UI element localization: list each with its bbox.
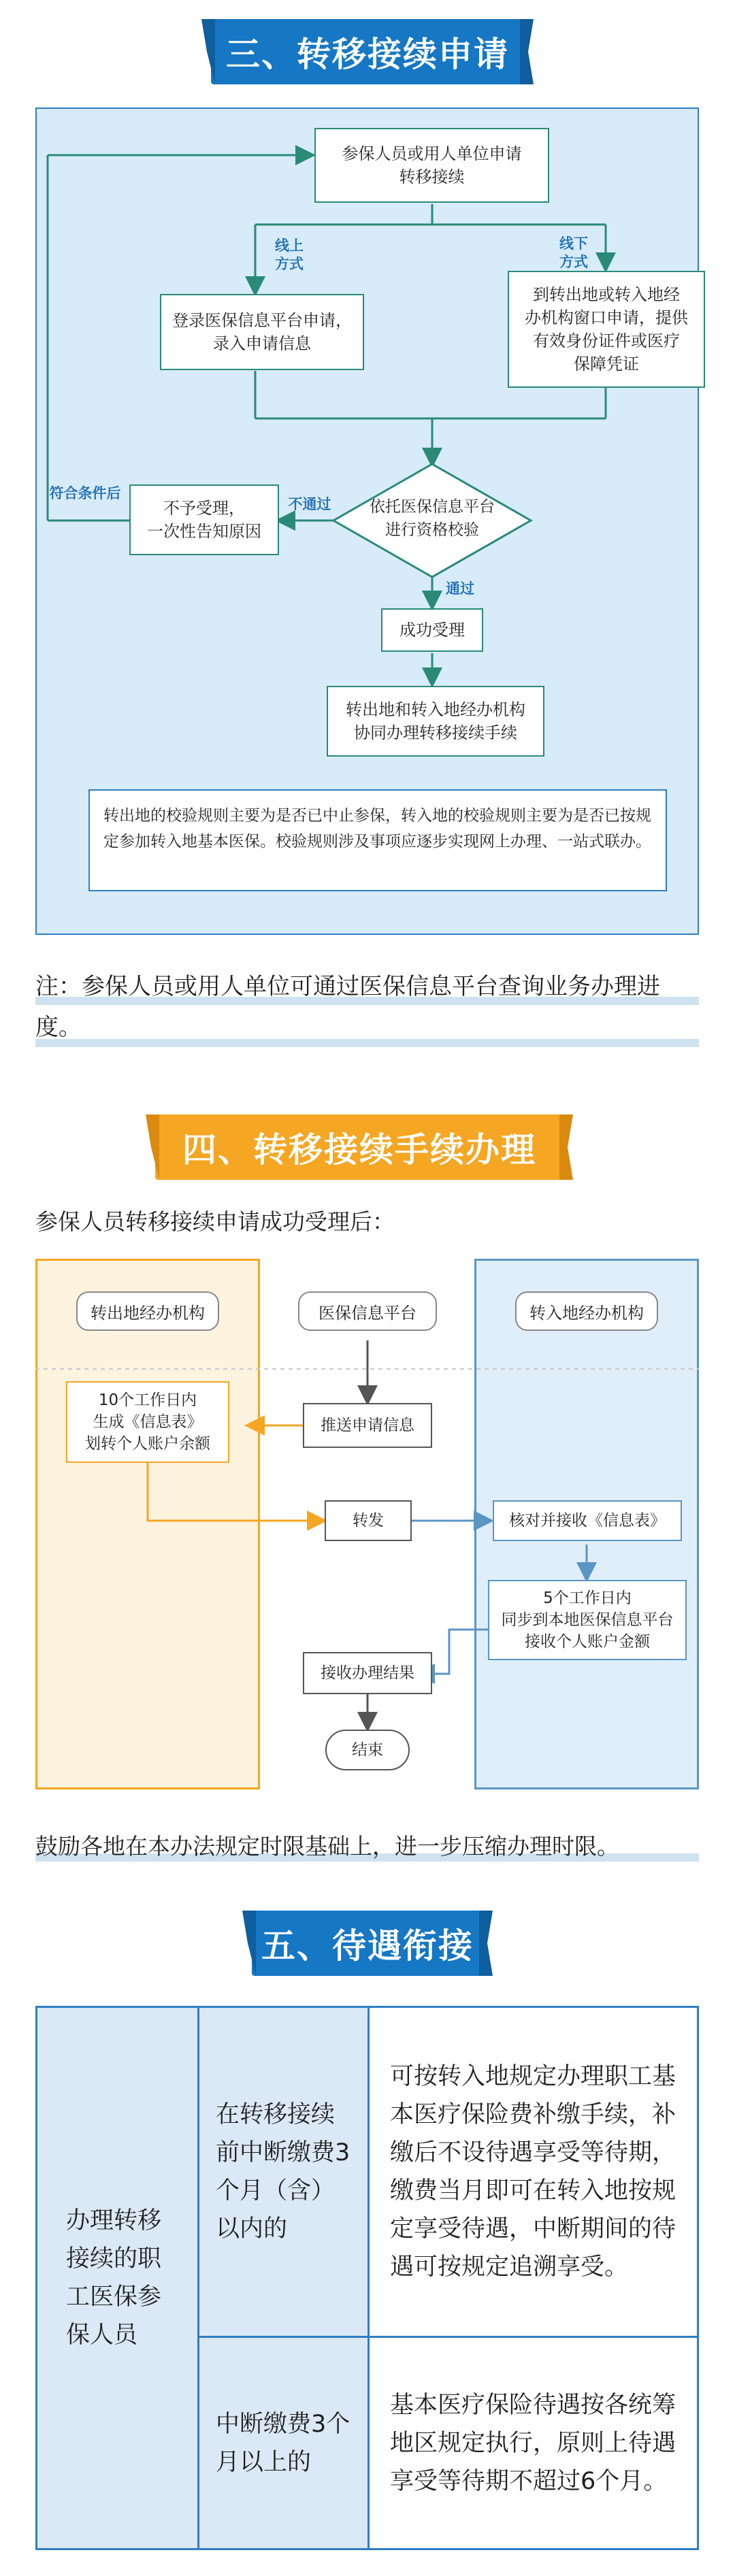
section4-title [155,1114,564,1180]
retry-label: 符合条件后 [49,485,121,501]
lane-head-out: 转出地经办机构 [76,1291,219,1331]
row2-condition-cell [199,2338,370,2548]
section5-title [252,1911,483,1976]
accepted-box: 成功受理 [381,608,483,652]
section4-intro: 参保人员转移接续申请成功受理后： [35,1208,395,1235]
not-pass-label: 不通过 [288,496,331,512]
table-subject-cell [37,2008,199,2548]
section5-title-text: 五、待遇衔接 [261,1926,474,1966]
out-step-box: 10个工作日内 生成《信息表》 划转个人账户余额 [66,1381,229,1463]
row2-condition-text: 中断缴费3个月以上的 [216,2410,350,2476]
banner-deco-right [559,1114,573,1180]
section4-title-text: 四、转移接续手续办理 [182,1130,536,1170]
row1-condition-cell [199,2008,370,2338]
row1-detail-cell [370,2008,697,2338]
online-label: 线上 方式 [275,237,304,272]
banner-deco-right [479,1911,493,1976]
in-step-box: 5个工作日内 同步到本地医保信息平台 接收个人账户金额 [488,1580,687,1660]
section4-encourage: 鼓励各地在本办法规定时限基础上，进一步压缩办理时限。 [35,1833,619,1860]
check-text: 依托医保信息平台 进行资格校验 [370,498,495,539]
lane-head-platform: 医保信息平台 [298,1291,437,1331]
rules-note: 转出地的校验规则主要为是否已中止参保，转入地的校验规则主要为是否已按规定参加转入地基本医保。校验规则涉及事项应逐步实现网上办理、一站式联办。 [88,789,667,891]
forward-box: 转发 [325,1500,412,1541]
treatment-table [35,2006,699,2550]
end-node: 结束 [325,1730,410,1770]
handle-box: 转出地和转入地经办机构 协同办理转移接续手续 [327,686,544,757]
row2-detail-cell [370,2338,697,2548]
banner-deco-left [242,1911,256,1976]
section3-title-text: 三、转移接续申请 [226,35,509,74]
online-apply-box: 登录医保信息平台申请， 录入申请信息 [160,294,364,370]
offline-apply-box: 到转出地或转入地经 办机构窗口申请，提供 有效身份证件或医疗 保障凭证 [508,271,705,388]
offline-label: 线下 方式 [559,235,588,270]
receive-box: 接收办理结果 [303,1652,432,1694]
table-subject-text: 办理转移接续的职工医保参保人员 [66,2207,162,2349]
row1-detail-text: 可按转入地规定办理职工基本医疗保险费补缴手续，补缴后不设待遇享受等待期，缴费当月即可在转入地按规定享受待遇，中断期间的待遇可按规定追溯享受。 [390,2063,676,2281]
row2-detail-text: 基本医疗保险待遇按各统筹地区规定执行，原则上待遇享受等待期不超过6个月。 [390,2391,676,2495]
reject-box: 不予受理， 一次性告知原因 [129,484,279,555]
row1-condition-text: 在转移接续前中断缴费3个月（含）以内的 [216,2101,350,2243]
section3-footnote: 注：参保人员或用人单位可通过医保信息平台查询业务办理进度。 [35,973,660,1041]
lane-head-in: 转入地经办机构 [515,1291,658,1331]
banner-deco-left [146,1114,159,1180]
apply-box: 参保人员或用人单位申请 转移接续 [314,128,549,203]
pass-label: 通过 [446,580,474,597]
push-box: 推送申请信息 [303,1403,432,1448]
verify-box: 核对并接收《信息表》 [493,1500,682,1541]
